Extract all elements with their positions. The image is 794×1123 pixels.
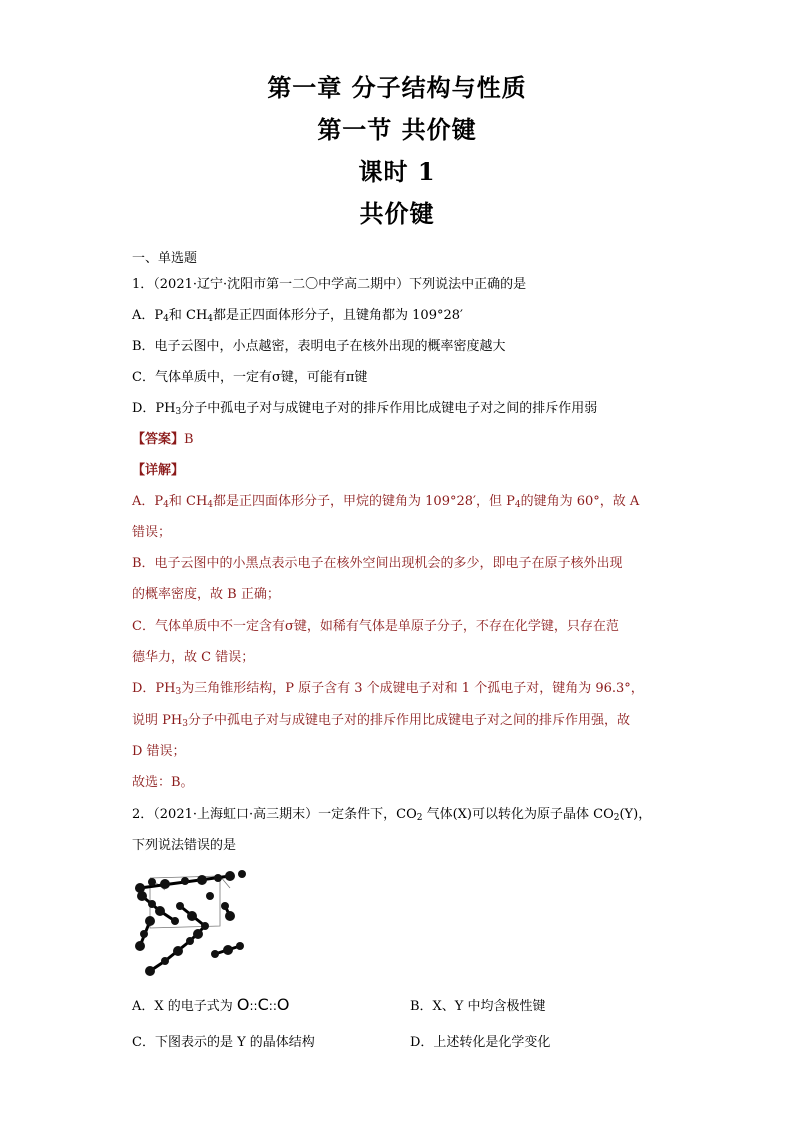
q1-conclusion: 故选：B。 xyxy=(132,775,194,790)
topic-title: 共价键 xyxy=(359,199,435,228)
q1-explain-b-2: 的概率密度，故 B 正确； xyxy=(132,587,280,602)
q2-stem-1: 2．（2021·上海虹口·高三期末）一定条件下，$CO_2$ 气体(X)可以转化为原子晶体 $CO_2(Y)$， xyxy=(132,807,652,823)
section-label: 一、单选题 xyxy=(132,251,198,266)
q2-option-a: A．X 的电子式为 O::C::O xyxy=(132,995,290,1014)
q1-explain-c-1: C．气体单质中不一定含有σ键，如稀有气体是单原子分子，不存在化学键，只存在范 xyxy=(132,619,619,634)
q1-detail-label: 【详解】 xyxy=(132,463,185,478)
crystal-structure-figure xyxy=(130,866,255,981)
q1-explain-d-2: 说明 $PH_3$分子中孤电子对与成键电子对的排斥作用比成键电子对之间的排斥作用强，故 xyxy=(132,713,630,729)
answer-value: B xyxy=(184,432,194,447)
q1-option-d: D．$PH_3$分子中孤电子对与成键电子对的排斥作用比成键电子对之间的排斥作用弱 xyxy=(132,401,598,417)
q1-explain-c-2: 德华力，故 C 错误； xyxy=(132,650,255,665)
answer-label: 【答案】 xyxy=(132,432,185,447)
q1-option-a: A．$P_4$和 $CH_4$都是正四面体形分子，且键角都为 109°28′ xyxy=(132,308,463,324)
q1-explain-d-1: D．$PH_3$为三角锥形结构，P 原子含有 3 个成键电子对和 1 个孤电子对，键角为 96.3°， xyxy=(132,681,644,697)
lesson-title: 课时 1 xyxy=(358,157,436,186)
q1-option-c: C．气体单质中，一定有σ键，可能有π键 xyxy=(132,370,368,385)
q2-stem-2: 下列说法错误的是 xyxy=(132,838,237,853)
q1-explain-a-2: 错误； xyxy=(132,525,172,540)
q1-answer xyxy=(132,431,194,449)
q2-option-c: C．下图表示的是 Y 的晶体结构 xyxy=(132,1035,315,1050)
electron-formula: O::C::O xyxy=(236,995,290,1014)
section-title: 第一节 共价键 xyxy=(317,115,477,144)
q2-option-b: B．X、Y 中均含极性键 xyxy=(410,999,546,1014)
q1-explain-b-1: B．电子云图中的小黑点表示电子在核外空间出现机会的多少，即电子在原子核外出现 xyxy=(132,556,623,571)
q1-explain-a-1: A．$P_4$和 $CH_4$都是正四面体形分子，甲烷的键角为 109°28′，但 $P_4$的键角为 60°，故 A xyxy=(132,494,640,510)
q1-explain-d-3: D 错误； xyxy=(132,744,186,759)
q2-option-d: D．上述转化是化学变化 xyxy=(410,1035,551,1050)
q1-stem: 1．（2021·辽宁·沈阳市第一二〇中学高二期中）下列说法中正确的是 xyxy=(132,277,527,292)
chapter-title: 第一章 分子结构与性质 xyxy=(267,73,527,102)
q1-option-b: B．电子云图中，小点越密，表明电子在核外出现的概率密度越大 xyxy=(132,339,506,354)
